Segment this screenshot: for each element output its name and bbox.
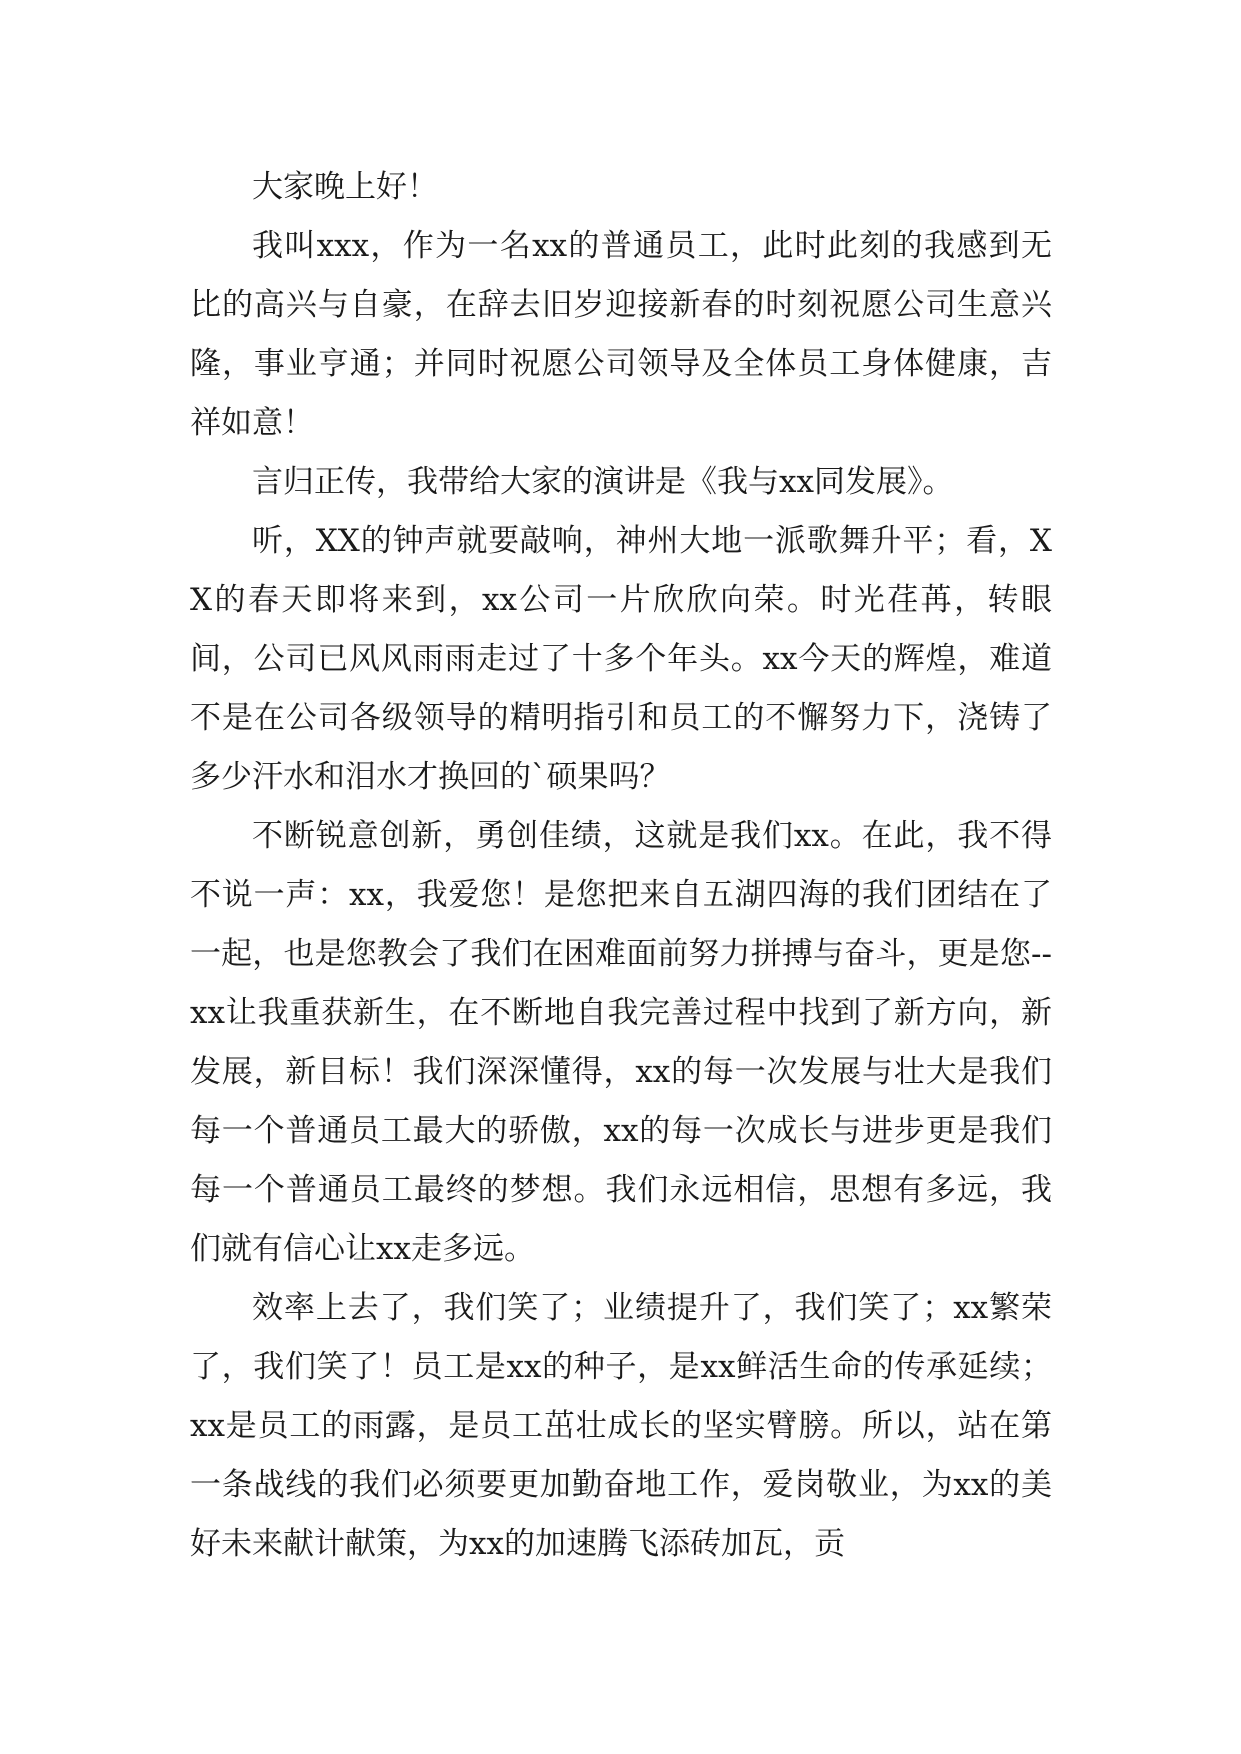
paragraph-company-history: 听，XX的钟声就要敲响，神州大地一派歌舞升平；看，XX的春天即将来到，xx公司一片欣欣向荣。时光荏苒，转眼间，公司已风风雨雨走过了十多个年头。xx今天的辉煌，难道不是在公司各级领导的精明指引和员工的不懈努力下，浇铸了多少汗水和泪水才换回的`硕果吗？: [190, 523, 1052, 795]
paragraph-introduction: 我叫xxx，作为一名xx的普通员工，此时此刻的我感到无比的高兴与自豪，在辞去旧岁迎接新春的时刻祝愿公司生意兴隆，事业亨通；并同时祝愿公司领导及全体员工身体健康，吉祥如意！: [190, 228, 1052, 441]
paragraph-greeting: 大家晚上好！: [252, 169, 438, 205]
document-body: [190, 158, 1052, 1574]
paragraph-speech-title: 言归正传，我带给大家的演讲是《我与xx同发展》。: [252, 464, 954, 500]
paragraph-innovation: 不断锐意创新，勇创佳绩，这就是我们xx。在此，我不得不说一声：xx，我爱您！是您把来自五湖四海的我们团结在了一起，也是您教会了我们在困难面前努力拼搏与奋斗，更是您--xx让我重获新生，在不断地自我完善过程中找到了新方向，新发展，新目标！我们深深懂得，xx的每一次发展与壮大是我们每一个普通员工最大的骄傲，xx的每一次成长与进步更是我们每一个普通员工最终的梦想。我们永远相信，思想有多远，我们就有信心让xx走多远。: [190, 818, 1052, 1267]
paragraph-efficiency: 效率上去了，我们笑了；业绩提升了，我们笑了；xx繁荣了，我们笑了！员工是xx的种子，是xx鲜活生命的传承延续；xx是员工的雨露，是员工茁壮成长的坚实臂膀。所以，站在第一条战线的我们必须要更加勤奋地工作，爱岗敬业，为xx的美好未来献计献策，为xx的加速腾飞添砖加瓦，贡: [190, 1290, 1052, 1562]
